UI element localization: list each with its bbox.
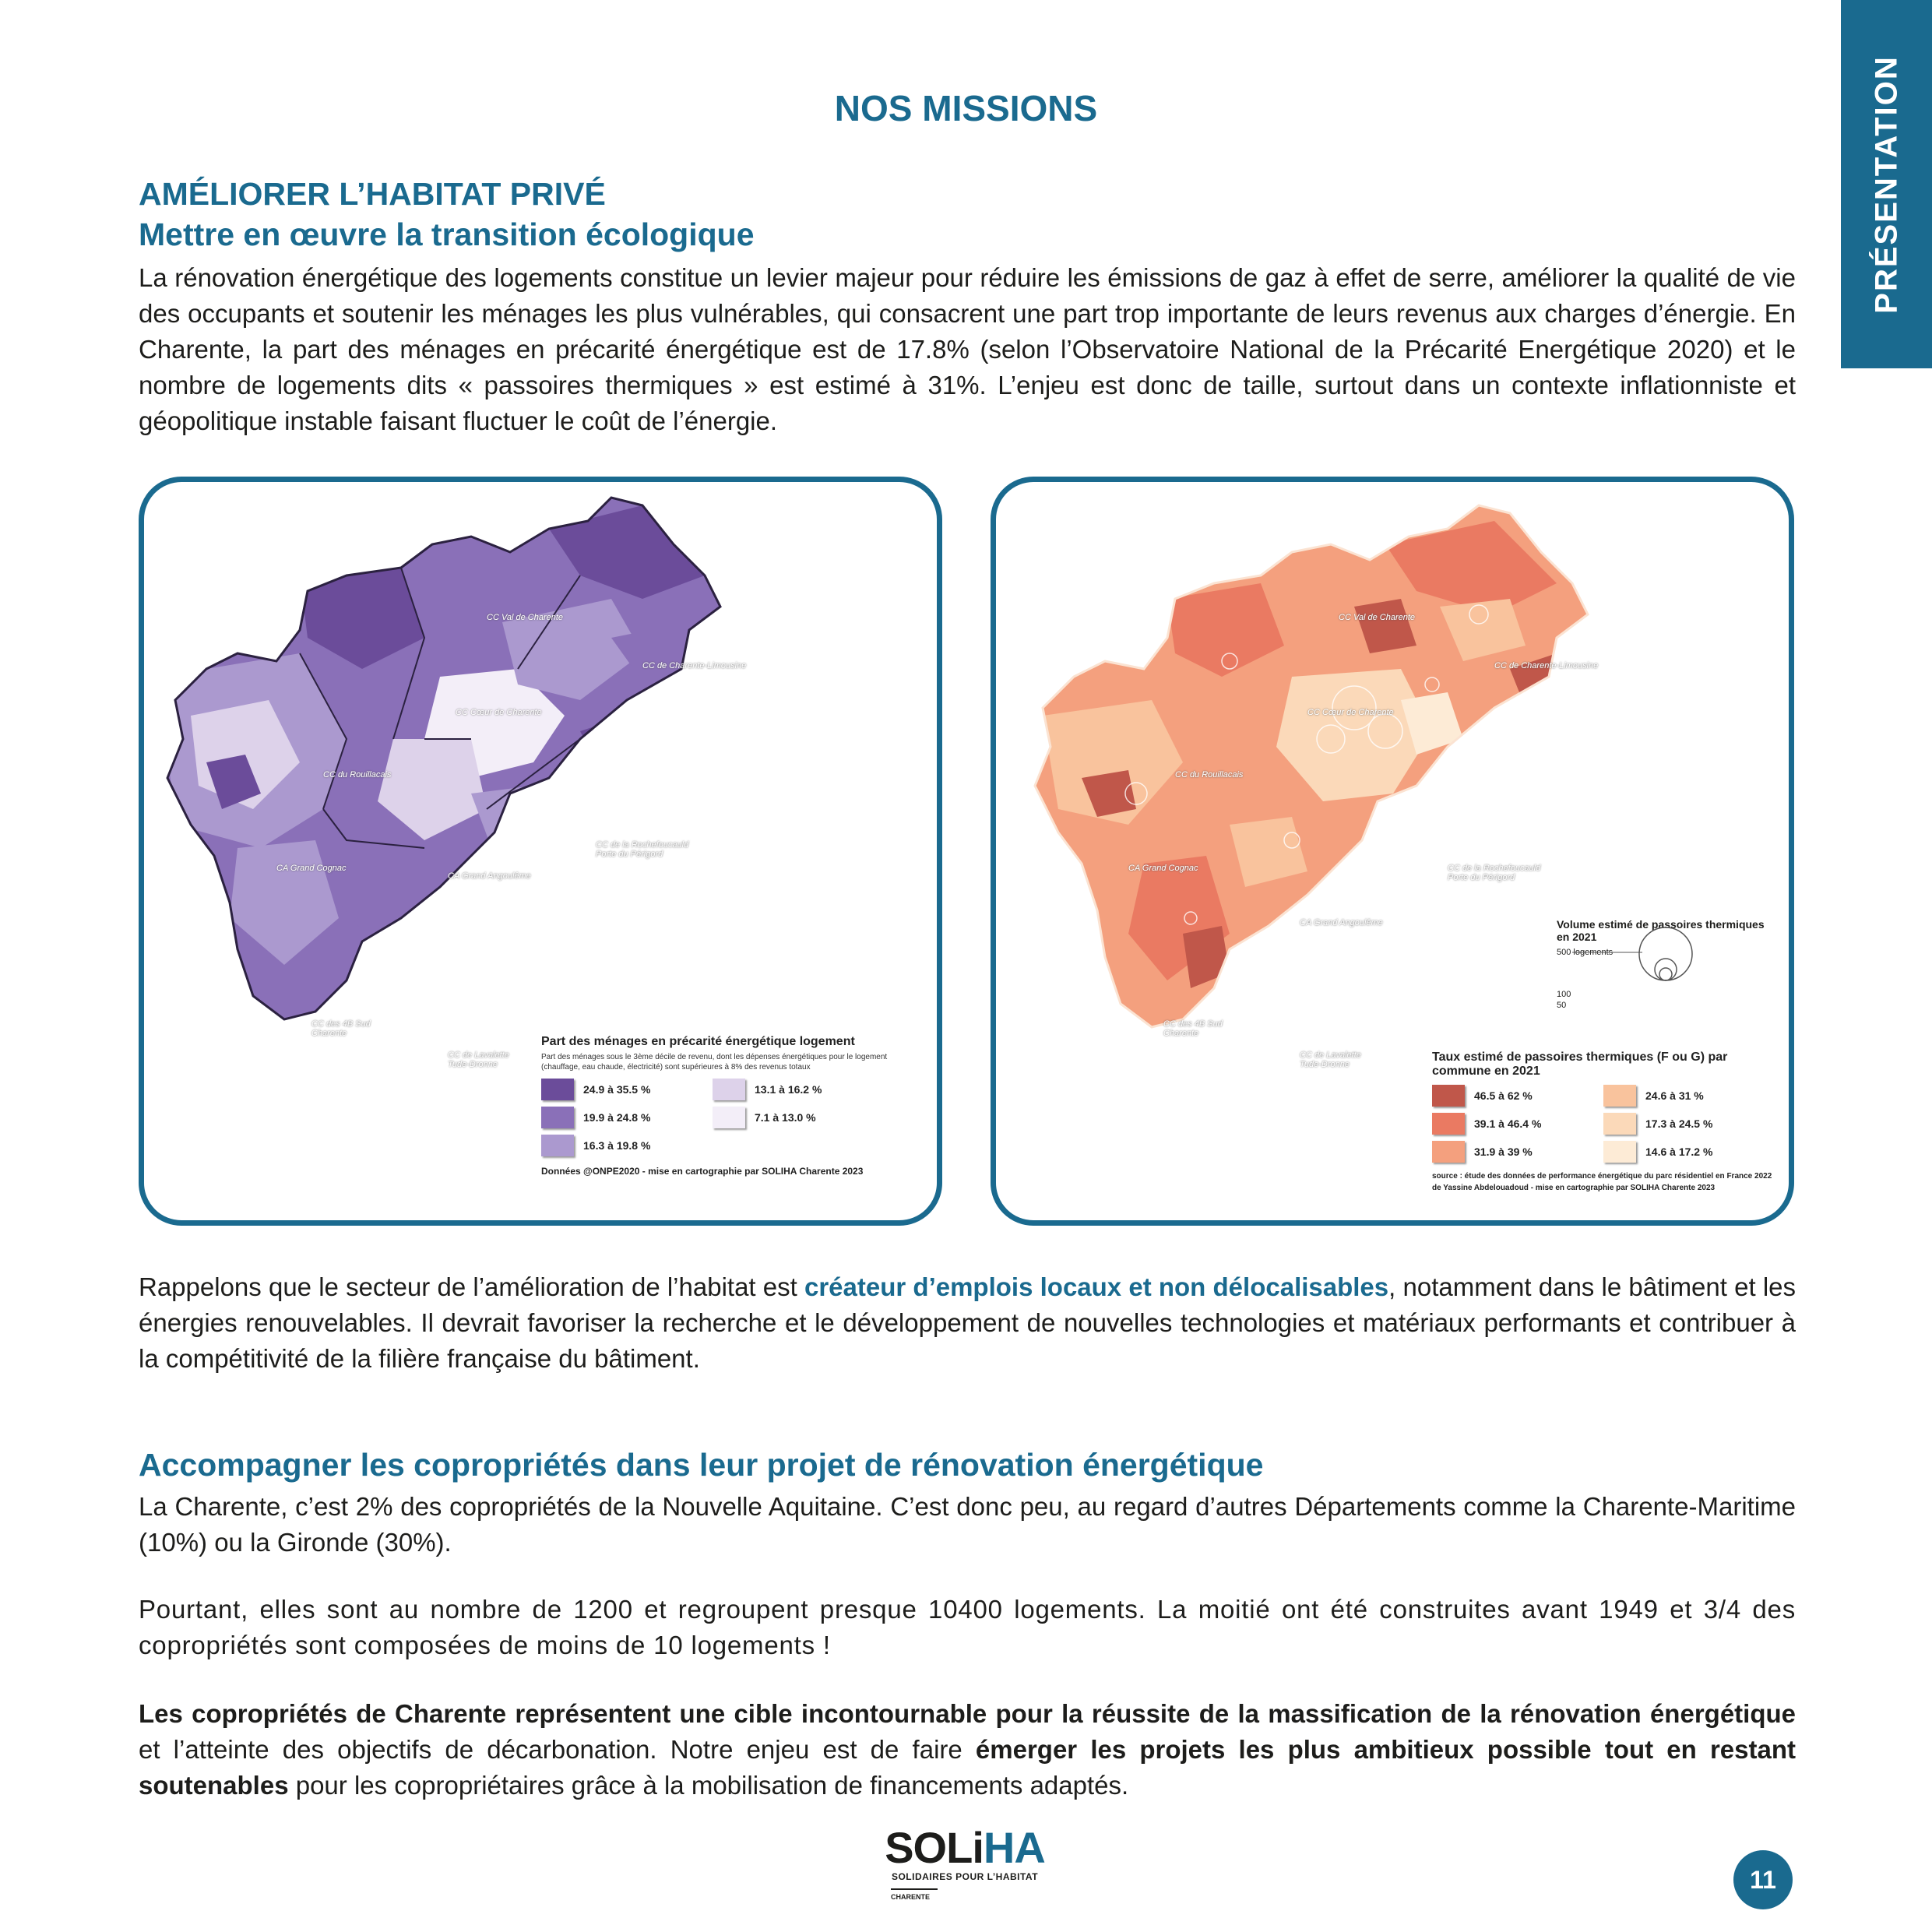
page-number: 11: [1733, 1850, 1793, 1909]
soliha-logo: [885, 1823, 1045, 1901]
map1-legend-item: 13.1 à 16.2 %: [713, 1079, 876, 1100]
map1-legend-item: 16.3 à 19.8 %: [541, 1135, 705, 1156]
paragraph-enjeu: Les copropriétés de Charente représentent une cible incontournable pour la réussite de la massification de la rénovation énergétique et l’atteinte des objectifs de décarbonation. Notre enjeu est de faire émerger les projets les plus ambitieux possible tout en restant soutenables pour les copropriétaires grâce à la mobilisation de financements adaptés.: [139, 1699, 1796, 1800]
map2-source: source : étude des données de performance énergétique du parc résidentiel en France 2022 de Yassine Abdelouadoud - mise en cartographie par SOLIHA Charente 2023: [1432, 1172, 1772, 1192]
map2-volume-legend: [1557, 918, 1775, 1010]
map2-legend-item: 39.1 à 46.4 %: [1432, 1113, 1596, 1135]
side-tab: [1841, 0, 1932, 368]
logo-brand: SOLiHA: [885, 1823, 1045, 1872]
heading-transition: Mettre en œuvre la transition écologique: [139, 216, 755, 252]
map2-legend: [1432, 1050, 1775, 1194]
highlight-emplois: créateur d’emplois locaux et non délocalisables: [804, 1272, 1389, 1301]
map1-legend: [541, 1035, 907, 1177]
volume-circles-icon: [1557, 921, 1712, 984]
volume-50: 50: [1557, 1001, 1567, 1010]
map2-label-grand-angouleme: CA Grand Angoulême: [1300, 918, 1383, 927]
map1-label-coeur-charente: CC Cœur de Charente: [456, 708, 542, 717]
section-title: NOS MISSIONS: [834, 88, 1098, 128]
legend-swatch: [541, 1079, 574, 1100]
legend-swatch: [713, 1079, 745, 1100]
paragraph-emplois: Rappelons que le secteur de l’amélioration de l’habitat est créateur d’emplois locaux et non délocalisables, notamment dans le bâtiment et les énergies renouvelables. Il devrait favoriser la recherche et le développement de nouvelles technologies et matériaux performants et contribuer à la compétitivité de la filière française du bâtiment.: [139, 1272, 1796, 1373]
map2-legend-item: 46.5 à 62 %: [1432, 1085, 1596, 1107]
map2-label-4b: CC des 4B Sud Charente: [1163, 1019, 1223, 1038]
map2-label-rouillacais: CC du Rouillacais: [1175, 770, 1244, 779]
legend-swatch: [1432, 1141, 1465, 1163]
map1-source: Données @ONPE2020 - mise en cartographie par SOLIHA Charente 2023: [541, 1166, 864, 1177]
map2-label-grand-cognac: CA Grand Cognac: [1128, 864, 1198, 873]
map1-legend-item: 19.9 à 24.8 %: [541, 1107, 705, 1128]
map2-label-val-charente: CC Val de Charente: [1339, 613, 1416, 622]
heading-habitat-prive: AMÉLIORER L’HABITAT PRIVÉ: [139, 176, 606, 212]
map1-legend-title: Part des ménages en précarité énergétique logement: [541, 1035, 855, 1048]
map1-label-val-charente: CC Val de Charente: [487, 613, 564, 622]
legend-swatch: [713, 1107, 745, 1128]
volume-title: Volume estimé de passoires thermiques en 2021: [1557, 918, 1765, 943]
legend-swatch: [541, 1135, 574, 1156]
paragraph-nombre-coproprietes: Pourtant, elles sont au nombre de 1200 et regroupent presque 10400 logements. La moitié ont été construites avant 1949 et 3/4 des copropriétés sont composées de moins de 10 logements !: [139, 1595, 1796, 1659]
volume-500: 500 logements: [1557, 948, 1614, 957]
legend-swatch: [1603, 1085, 1636, 1107]
legend-swatch: [541, 1107, 574, 1128]
map-passoires-card: [991, 477, 1794, 1226]
map1-label-lavalette: CC de Lavalette Tude-Dronne: [448, 1050, 509, 1069]
map1-label-4b: CC des 4B Sud Charente: [311, 1019, 371, 1038]
heading-coproprietes: Accompagner les copropriétés dans leur projet de rénovation énergétique: [139, 1447, 1264, 1483]
map2-label-charente-limousine: CC de Charente-Limousine: [1494, 661, 1599, 670]
map2-label-coeur-charente: CC Cœur de Charente: [1307, 708, 1394, 717]
map1-label-charente-limousine: CC de Charente-Limousine: [642, 661, 747, 670]
map2-label-lavalette: CC de Lavalette Tude-Dronne: [1300, 1050, 1361, 1069]
map1-label-grand-cognac: CA Grand Cognac: [276, 864, 347, 873]
map-precarite-card: [139, 477, 942, 1226]
logo-dept: CHARENTE: [891, 1893, 931, 1901]
paragraph-intro: La rénovation énergétique des logements constitue un levier majeur pour réduire les émissions de gaz à effet de serre, améliorer la qualité de vie des occupants et soutenir les ménages les plus vulnérables, qui consacrent une part trop importante de leurs revenus aux charges d’énergie. En Charente, la part des ménages en précarité énergétique est de 17.8% (selon l’Observatoire National de la Précarité Energétique 2020) et le nombre de logements dits « passoires thermiques » est estimé à 31%. L’enjeu est donc de taille, surtout dans un contexte inflationniste et géopolitique instable faisant fluctuer le coût de l’énergie.: [139, 263, 1796, 435]
legend-swatch: [1432, 1113, 1465, 1135]
logo-tagline: SOLIDAIRES POUR L’HABITAT: [891, 1871, 1039, 1882]
paragraph-charente-coproprietes: La Charente, c’est 2% des copropriétés de la Nouvelle Aquitaine. C’est donc peu, au regard d’autres Départements comme la Charente-Maritime (10%) ou la Gironde (30%).: [139, 1492, 1796, 1557]
map1-legend-item: 24.9 à 35.5 %: [541, 1079, 705, 1100]
map1-label-rouillacais: CC du Rouillacais: [323, 770, 392, 779]
volume-100: 100: [1557, 990, 1571, 999]
map1-legend-item: 7.1 à 13.0 %: [713, 1107, 876, 1128]
map2-legend-item: 17.3 à 24.5 %: [1603, 1113, 1767, 1135]
map1-label-rochefoucauld: CC de la Rochefoucauld Porte du Périgord: [596, 840, 689, 859]
map1-label-grand-angouleme: CA Grand Angoulême: [448, 871, 531, 881]
map2-legend-item: 31.9 à 39 %: [1432, 1141, 1596, 1163]
map2-legend-title: Taux estimé de passoires thermiques (F ou G) par commune en 2021: [1432, 1050, 1728, 1078]
legend-swatch: [1603, 1113, 1636, 1135]
map2-legend-item: 24.6 à 31 %: [1603, 1085, 1767, 1107]
legend-swatch: [1432, 1085, 1465, 1107]
map2-legend-item: 14.6 à 17.2 %: [1603, 1141, 1767, 1163]
legend-swatch: [1603, 1141, 1636, 1163]
map2-label-rochefoucauld: CC de la Rochefoucauld Porte du Périgord: [1448, 864, 1541, 882]
map1-legend-subtitle: Part des ménages sous le 3ème décile de revenu, dont les dépenses énergétiques pour le logement (chauffage, eau chaude, électricité) sont supérieures à 8% des revenus totaux: [541, 1053, 888, 1072]
side-tab-label: PRÉSENTATION: [1869, 55, 1903, 314]
